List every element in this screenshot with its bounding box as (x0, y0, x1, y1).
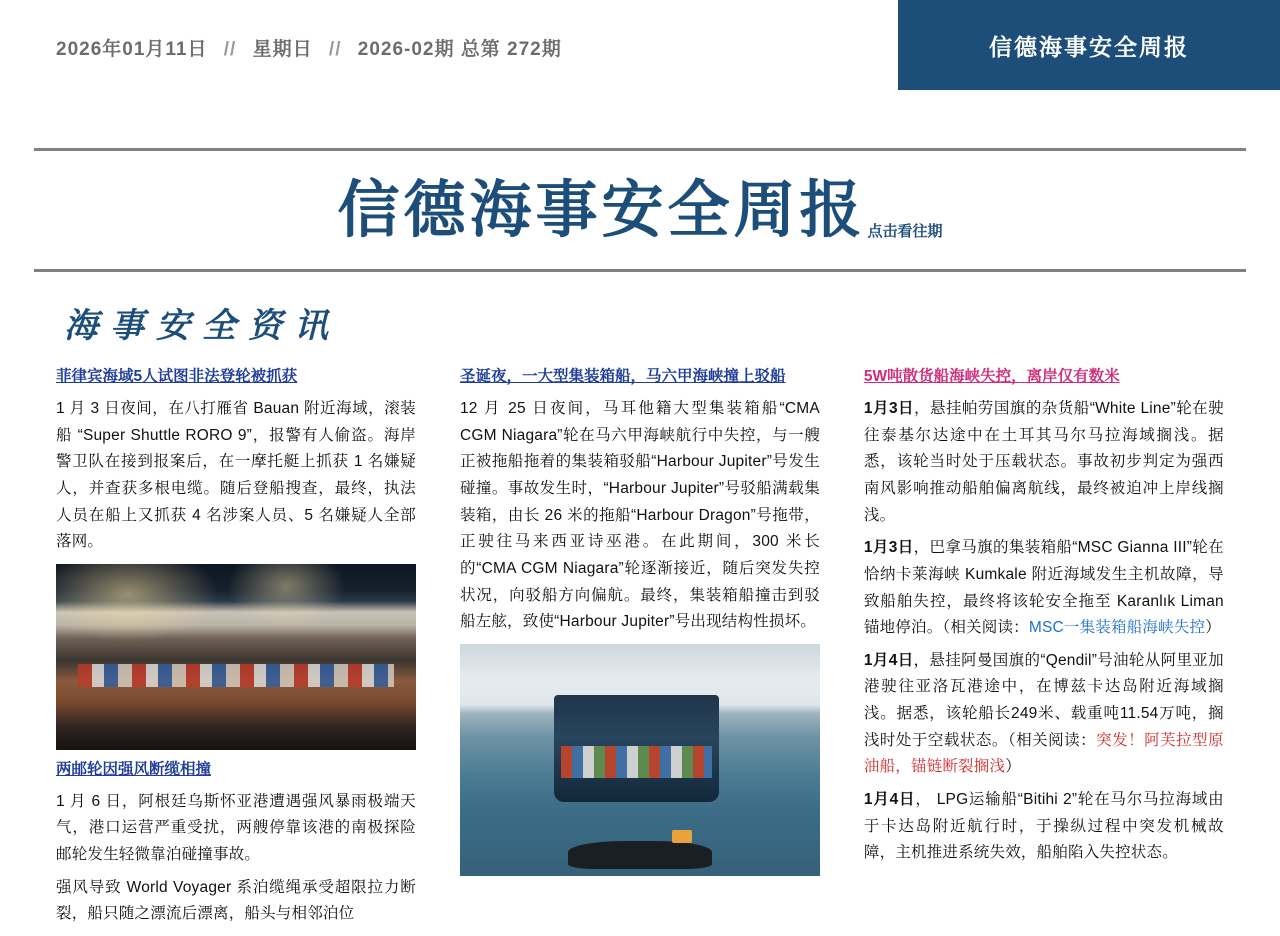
related-link-aframax[interactable]: 突发！阿芙拉型原油船，锚链断裂搁浅 (863, 731, 1224, 776)
section-heading: 海事安全资讯 (64, 306, 340, 346)
issue-weekday: 星期日 (252, 39, 313, 60)
issue-number: 2026-02期 总第 272期 (357, 39, 562, 60)
roro-ship-night-photo (56, 564, 416, 750)
para-msc-gianna-text: ，巴拿马旗的集装箱船“MSC Gianna III”轮在恰纳卡莱海峡 Kumkale 附近海域发生主机故障，导致船舶失控，最终将该轮安全拖至 Karanlık Liman 锚地停泊。（相关阅读： (863, 539, 1224, 637)
issue-date: 2026年01月11日 (56, 39, 208, 60)
separator-1: // (223, 39, 237, 60)
date-lead-1: 1月3日 (863, 399, 915, 417)
article-columns (0, 357, 1280, 934)
column-1 (34, 361, 438, 934)
masthead-meta (0, 0, 898, 61)
masthead (0, 0, 1280, 90)
masthead-badge: 信德海事安全周报 (898, 0, 1280, 90)
para-bitihi (864, 787, 1224, 867)
para-qendil-text: ，悬挂阿曼国旗的“Qendil”号油轮从阿里亚加港驶往亚洛瓦港途中，在博兹卡达岛附近海域搁浅。据悉，该轮船长249米、载重吨11.54万吨，搁浅时处于空载状态。（相关阅读： (863, 651, 1224, 749)
para-msc-gianna (864, 535, 1224, 642)
para-white-line-text: ，悬挂帕劳国旗的杂货船“White Line”轮在驶往泰基尔达途中在土耳其马尔马拉海域搁浅。据悉，该轮当时处于压载状态。事故初步判定为强西南风影响推动船舶偏离航线，最终被迫冲上岸线搁浅。 (863, 399, 1224, 524)
para-malacca-collision: 12 月 25 日夜间，马耳他籍大型集装箱船“CMA CGM Niagara”轮在马六甲海峡航行中失控，与一艘正被拖船拖着的集装箱驳船“Harbour Jupiter”号发生碰撞。事故发生时，“Harbour Jupiter”号驳船满载集装箱，由长 26 米的拖船“Harbour Dragon”号拖带，正驶往马来西亚诗巫港。在此期间，300 米长的“CMA CGM Niagara”轮逐渐接近，随后突发失控状况，向驳船方向偏航。最终，集装箱船撞击到驳船左舷，致使“Harbour Jupiter”号出现结构性损坏。 (459, 399, 820, 631)
related-link-msc[interactable]: MSC一集装箱船海峡失控 (1028, 619, 1206, 637)
title-block (0, 151, 1280, 269)
para-cruise-collision-2: 强风导致 World Voyager 系泊缆绳承受超限拉力断裂，船只随之漂流后漂离，船头与相邻泊位 (56, 878, 416, 923)
headline-malacca-collision[interactable]: 圣诞夜，一大型集装箱船，马六甲海峡撞上驳船 (459, 368, 786, 385)
headline-philippines-boarding[interactable]: 菲律宾海域5人试图非法登轮被抓获 (56, 368, 298, 385)
para-qendil-tail: ） (1005, 758, 1021, 776)
past-issues-link[interactable]: 点击看往期 (867, 223, 943, 240)
column-2 (438, 361, 842, 934)
separator-2: // (328, 39, 342, 60)
para-cruise-collision-1: 1 月 6 日，阿根廷乌斯怀亚港遭遇强风暴雨极端天气，港口运营严重受扰，两艘停靠该港的南极探险邮轮发生轻微靠泊碰撞事故。 (56, 792, 416, 864)
para-msc-tail: ） (1205, 619, 1221, 637)
column-3 (842, 361, 1246, 934)
page-title: 信德海事安全周报 (337, 173, 866, 246)
para-philippines-boarding: 1 月 3 日夜间，在八打雁省 Bauan 附近海域，滚装船 “Super Shuttle RORO 9”，报警有人偷盗。海岸警卫队在接到报案后，在一摩托艇上抓获 1 名嫌疑人，并查获多根电缆。随后登船搜查，最终，执法人员在船上又抓获 4 名涉案人员、5 名嫌疑人全部落网。 (56, 399, 416, 551)
para-qendil (864, 648, 1224, 781)
rib-boat-shape (568, 841, 712, 869)
headline-cruise-collision[interactable]: 两邮轮因强风断缆相撞 (56, 760, 212, 778)
date-lead-2: 1月3日 (863, 539, 914, 557)
headline-bulker-adrift[interactable]: 5W吨散货船海峡失控，离岸仅有数米 (863, 368, 1120, 385)
para-white-line (864, 396, 1224, 529)
date-lead-4: 1月4日 (863, 791, 916, 809)
para-bitihi-text: ， LPG运输船“Bitihi 2”轮在马尔马拉海域由于卡达岛附近航行时，于操纵过程中突发机械故障，主机推进系统失效，船舶陷入失控状态。 (863, 791, 1224, 862)
date-lead-3: 1月4日 (863, 651, 914, 669)
container-ship-tugs-photo (460, 644, 820, 876)
